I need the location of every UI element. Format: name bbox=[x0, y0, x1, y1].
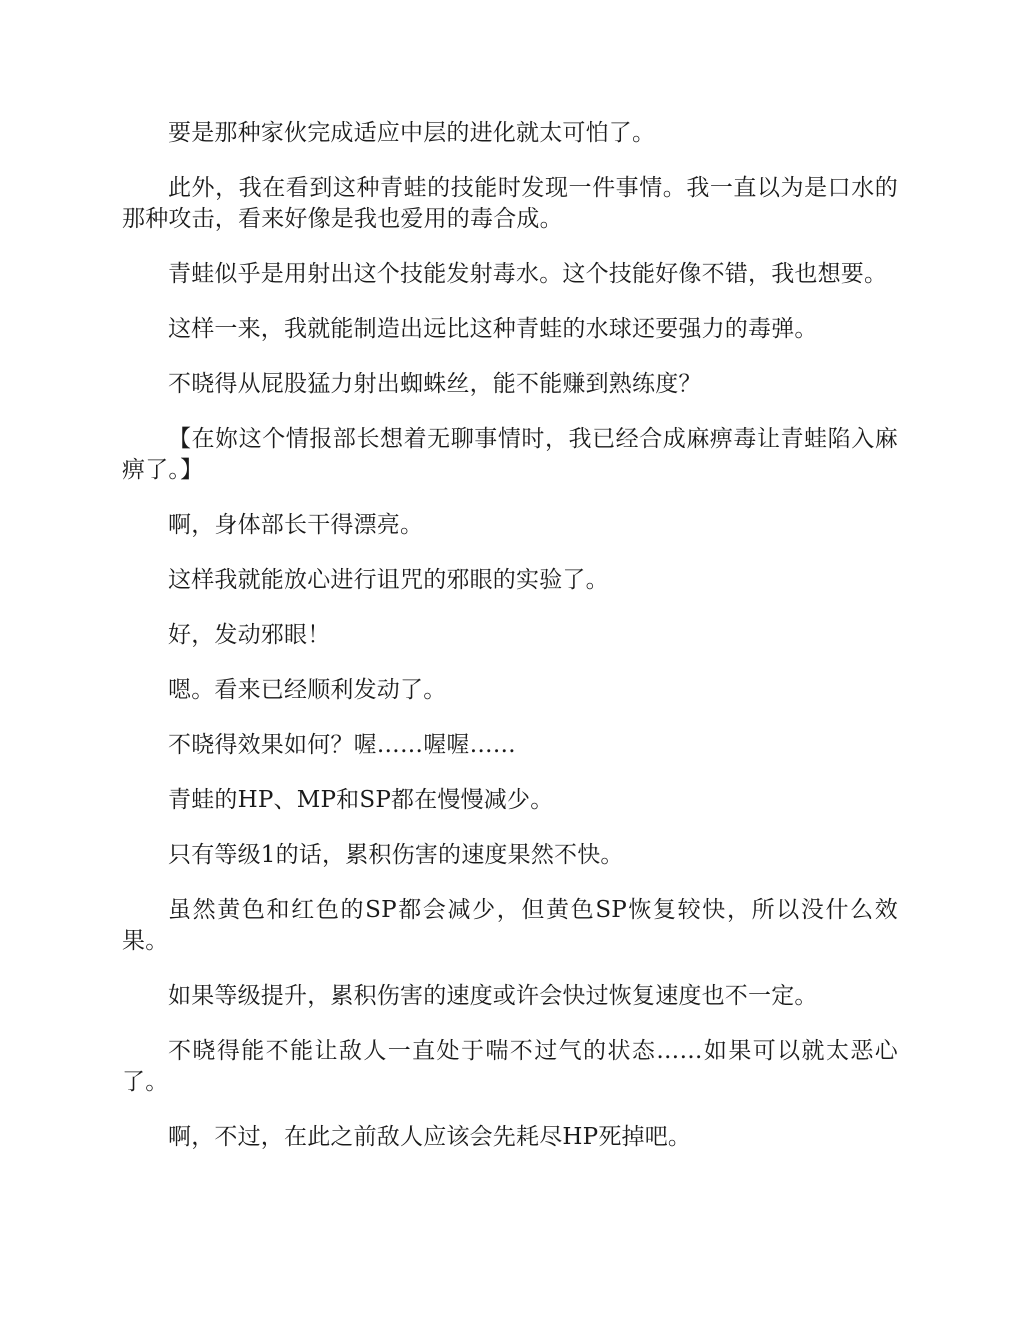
paragraph: 只有等级1的话，累积伤害的速度果然不快。 bbox=[168, 842, 624, 868]
paragraph: 啊，身体部长干得漂亮。 bbox=[168, 512, 424, 538]
paragraph: 【在妳这个情报部长想着无聊事情时，我已经合成麻痹毒让青蛙陷入麻痹了。】 bbox=[122, 426, 898, 483]
paragraph: 虽然黄色和红色的SP都会减少，但黄色SP恢复较快，所以没什么效果。 bbox=[122, 897, 898, 954]
paragraph: 嗯。看来已经顺利发动了。 bbox=[168, 677, 447, 703]
paragraph: 要是那种家伙完成适应中层的进化就太可怕了。 bbox=[168, 120, 656, 146]
paragraph: 青蛙的HP、MP和SP都在慢慢减少。 bbox=[168, 787, 554, 813]
paragraph: 如果等级提升，累积伤害的速度或许会快过恢复速度也不一定。 bbox=[168, 983, 818, 1009]
paragraph: 这样一来，我就能制造出远比这种青蛙的水球还要强力的毒弹。 bbox=[168, 316, 818, 342]
paragraph: 此外，我在看到这种青蛙的技能时发现一件事情。我一直以为是口水的那种攻击，看来好像是我也爱用的毒合成。 bbox=[122, 175, 898, 232]
paragraph: 不晓得能不能让敌人一直处于喘不过气的状态……如果可以就太恶心了。 bbox=[122, 1038, 898, 1095]
paragraph: 青蛙似乎是用射出这个技能发射毒水。这个技能好像不错，我也想要。 bbox=[168, 261, 888, 287]
paragraph: 啊，不过，在此之前敌人应该会先耗尽HP死掉吧。 bbox=[168, 1124, 692, 1150]
document-body bbox=[122, 118, 898, 1177]
paragraph: 不晓得从屁股猛力射出蜘蛛丝，能不能赚到熟练度？ bbox=[168, 371, 702, 397]
paragraph: 这样我就能放心进行诅咒的邪眼的实验了。 bbox=[168, 567, 609, 593]
paragraph: 不晓得效果如何？喔……喔喔…… bbox=[168, 732, 516, 758]
paragraph: 好，发动邪眼！ bbox=[168, 622, 331, 648]
